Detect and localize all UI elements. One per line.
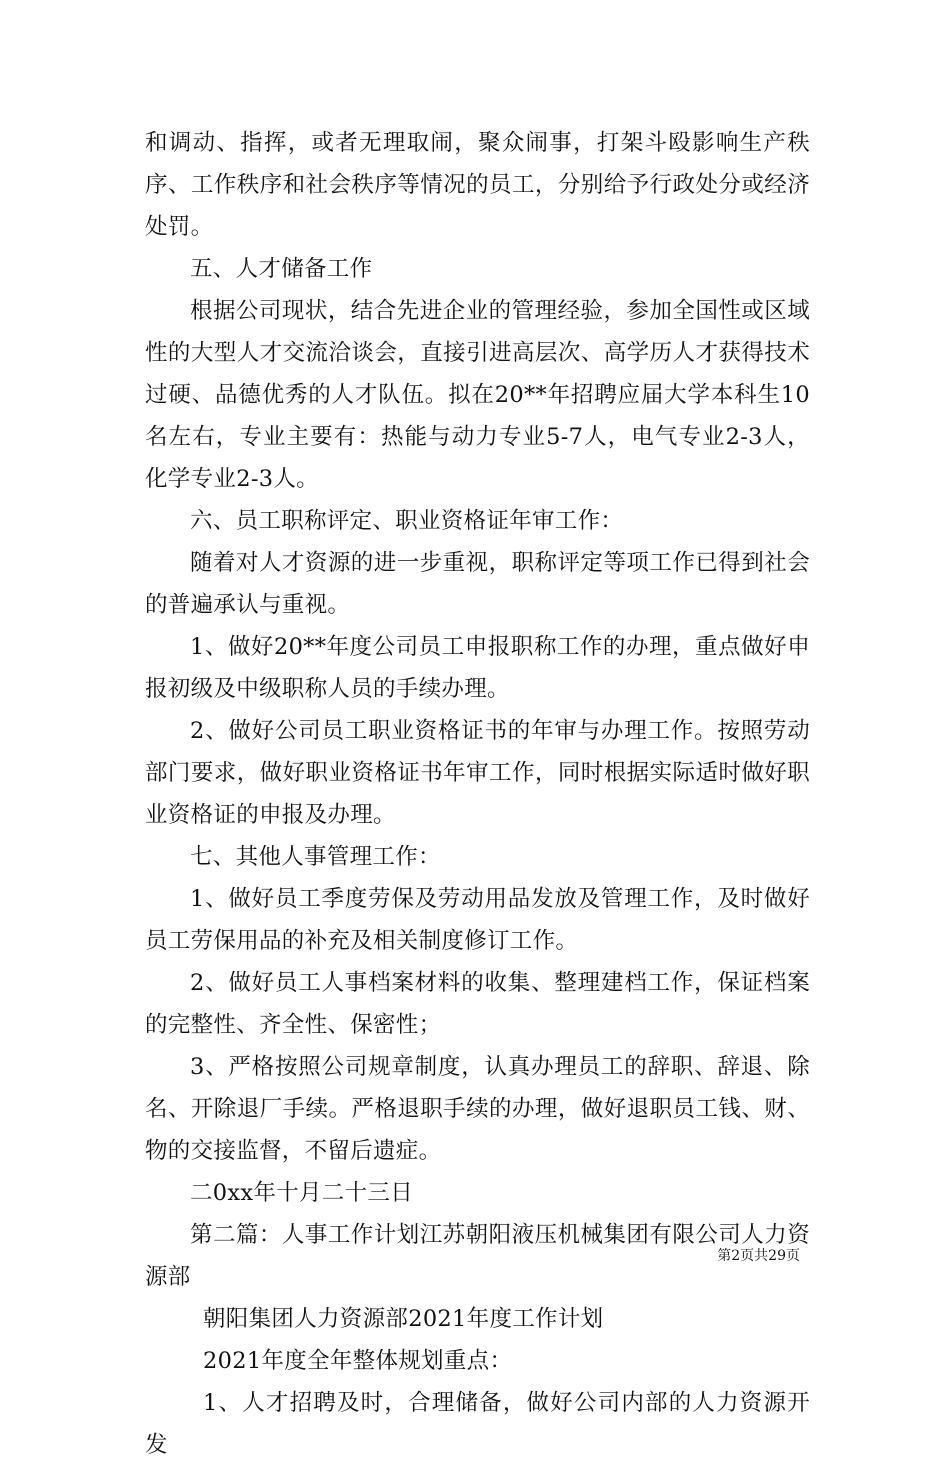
section-heading-second-article: 第二篇：人事工作计划江苏朝阳液压机械集团有限公司人力资源部: [145, 1222, 810, 1290]
list-item-title-application: 1、做好20**年度公司员工申报职称工作的办理，重点做好申报初级及中级职称人员的手续办理。: [145, 634, 810, 702]
section-heading-other-hr: 七、其他人事管理工作：: [190, 844, 441, 870]
paragraph-title-evaluation: 随着对人才资源的进一步重视，职称评定等项工作已得到社会的普遍承认与重视。: [145, 550, 810, 618]
plan-title: 朝阳集团人力资源部2021年度工作计划: [203, 1306, 604, 1332]
paragraph-talent-reserve: 根据公司现状，结合先进企业的管理经验，参加全国性或区域性的大型人才交流洽谈会，直接引进高层次、高学历人才获得技术过硬、品德优秀的人才队伍。拟在20**年招聘应届大学本科生10名左右，专业主要有：热能与动力专业5-7人，电气专业2-3人，化学专业2-3人。: [145, 298, 810, 492]
plan-focus-heading: 2021年度全年整体规划重点：: [203, 1348, 513, 1374]
list-item-resignation: 3、严格按照公司规章制度，认真办理员工的辞职、辞退、除名、开除退厂手续。严格退职手续的办理，做好退职员工钱、财、物的交接监督，不留后遗症。: [145, 1054, 810, 1164]
section-heading-talent-reserve: 五、人才储备工作: [190, 256, 373, 282]
document-date: 二0xx年十月二十三日: [190, 1180, 413, 1206]
page-number: 第2页共29页: [717, 1248, 800, 1264]
list-item-personnel-files: 2、做好员工人事档案材料的收集、整理建档工作，保证档案的完整性、齐全性、保密性；: [145, 970, 810, 1038]
section-heading-title-evaluation: 六、员工职称评定、职业资格证年审工作：: [190, 508, 624, 534]
list-item-recruitment: 1、人才招聘及时，合理储备，做好公司内部的人力资源开发: [145, 1390, 810, 1458]
paragraph-1: 和调动、指挥，或者无理取闹，聚众闹事，打架斗殴影响生产秩序、工作秩序和社会秩序等情况的员工，分别给予行政处分或经济处罚。: [145, 130, 810, 240]
list-item-labor-protection: 1、做好员工季度劳保及劳动用品发放及管理工作，及时做好员工劳保用品的补充及相关制度修订工作。: [145, 886, 810, 954]
list-item-qualification-review: 2、做好公司员工职业资格证书的年审与办理工作。按照劳动部门要求，做好职业资格证书年审工作，同时根据实际适时做好职业资格证的申报及办理。: [145, 718, 810, 828]
